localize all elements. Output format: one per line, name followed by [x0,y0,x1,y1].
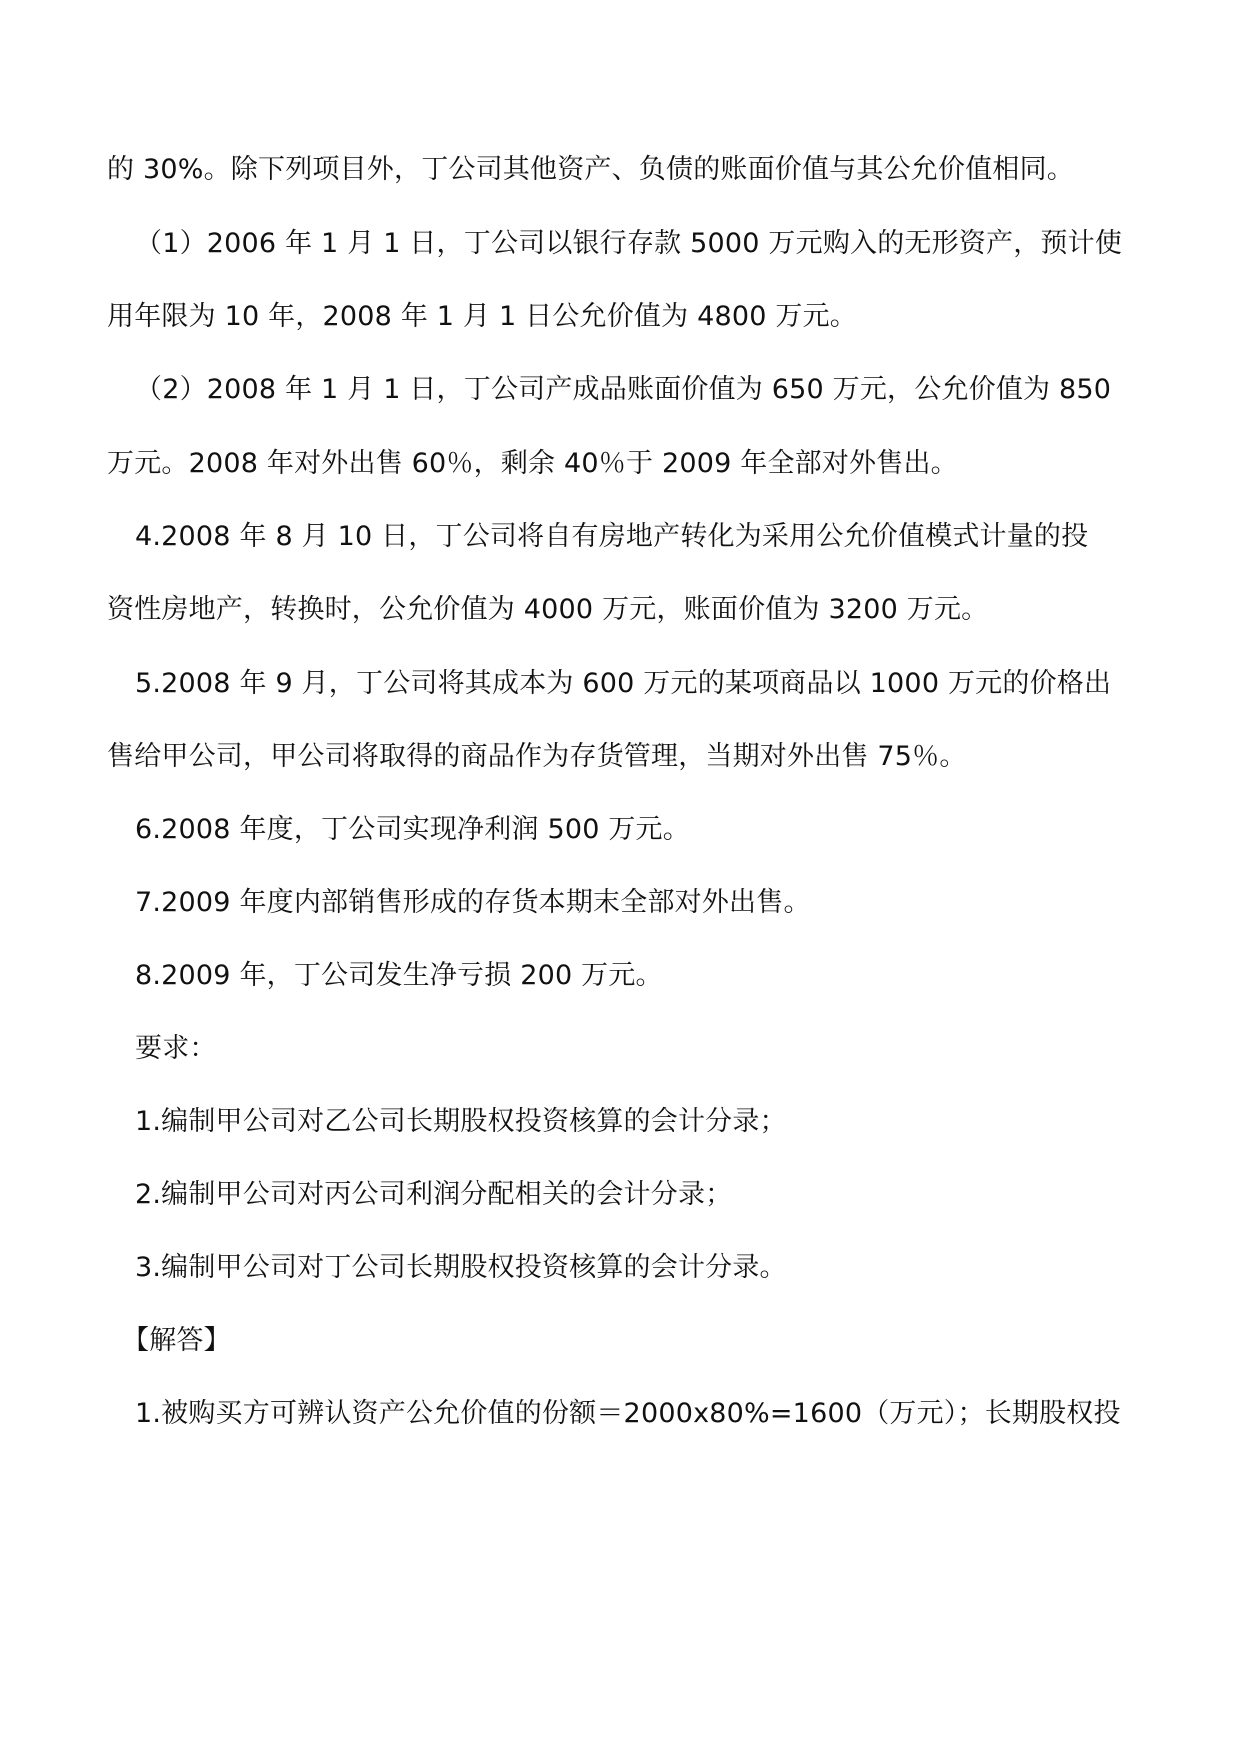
answer-heading: 【解答】 [122,1325,231,1356]
text-line: 6.2008 年度，丁公司实现净利润 500 万元。 [135,814,690,845]
text-line: 用年限为 10 年，2008 年 1 月 1 日公允价值为 4800 万元。 [107,301,857,332]
section-heading: 要求： [135,1033,217,1064]
text-line: 3.编制甲公司对丁公司长期股权投资核算的会计分录。 [135,1252,787,1283]
text-line: 的 30%。除下列项目外，丁公司其他资产、负债的账面价值与其公允价值相同。 [107,154,1074,185]
text-line: 1.被购买方可辨认资产公允价值的份额＝2000x80%=1600（万元）；长期股权投 [135,1398,1121,1429]
text-line: 2.编制甲公司对丙公司利润分配相关的会计分录； [135,1179,733,1210]
text-line: （1）2006 年 1 月 1 日，丁公司以银行存款 5000 万元购入的无形资产，预计使 [135,228,1123,259]
text-line: 资性房地产，转换时，公允价值为 4000 万元，账面价值为 3200 万元。 [107,594,989,625]
text-line: 1.编制甲公司对乙公司长期股权投资核算的会计分录； [135,1106,787,1137]
text-line: 万元。2008 年对外出售 60％，剩余 40％于 2009 年全部对外售出。 [107,448,958,479]
text-line: 7.2009 年度内部销售形成的存货本期末全部对外出售。 [135,887,811,918]
text-line: 售给甲公司，甲公司将取得的商品作为存货管理，当期对外出售 75％。 [107,741,967,772]
text-line: 5.2008 年 9 月，丁公司将其成本为 600 万元的某项商品以 1000 万元的价格出 [135,668,1112,699]
text-line: 4.2008 年 8 月 10 日，丁公司将自有房地产转化为采用公允价值模式计量的投 [135,521,1089,552]
text-line: 8.2009 年，丁公司发生净亏损 200 万元。 [135,960,663,991]
text-line: （2）2008 年 1 月 1 日，丁公司产成品账面价值为 650 万元，公允价值为 850 [135,374,1112,405]
